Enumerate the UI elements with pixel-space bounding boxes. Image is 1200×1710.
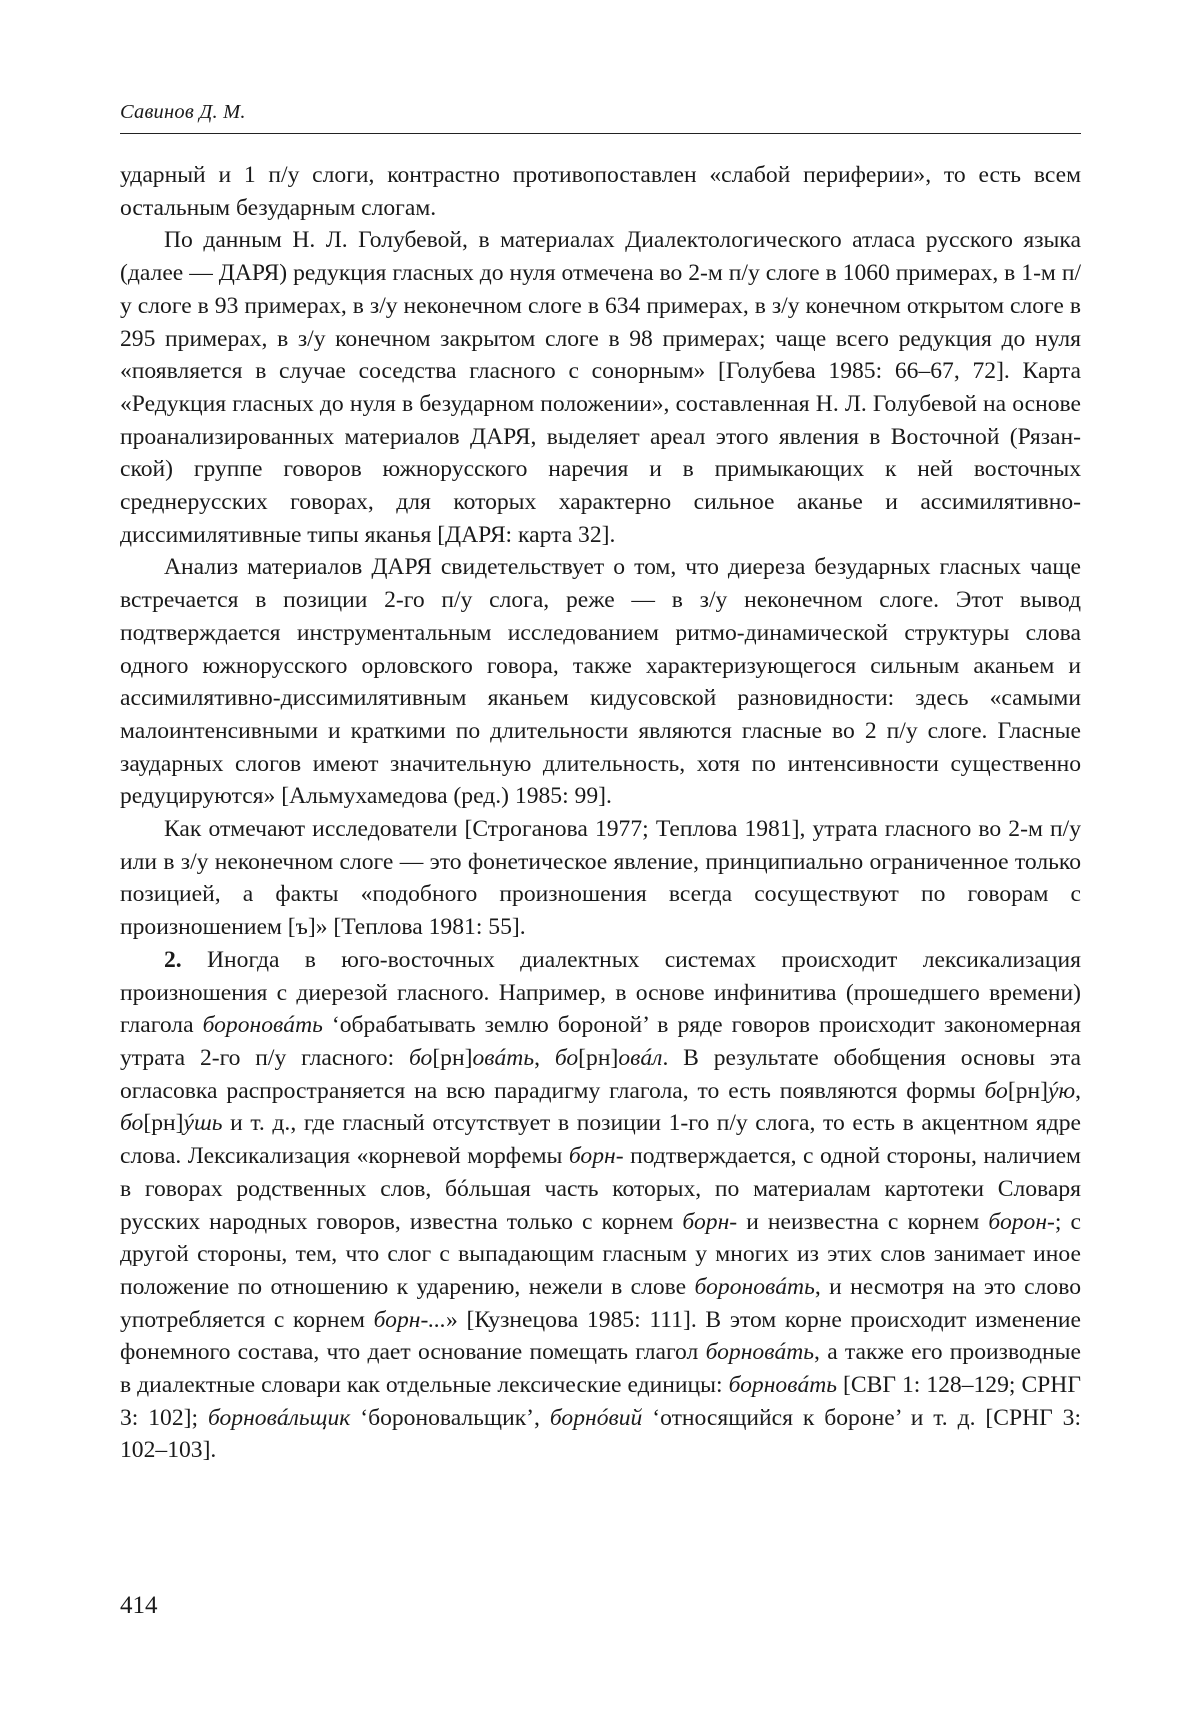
italic-term: овáл [618, 1044, 663, 1071]
italic-term: борновáть [728, 1372, 838, 1399]
text-run: , [534, 1044, 555, 1071]
text-run: и неизвестна с корнем [737, 1208, 989, 1235]
italic-term: борн- [568, 1143, 624, 1170]
text-run: ударный и 1 п/у слоги, контрастно противопоставлен «слабой периферии», то есть всем остальным безударным слогам. [120, 162, 1081, 221]
text-run: , [1075, 1077, 1081, 1104]
text-run: . В результате обобщения основы эта огласовка распространяется на всю парадигму глагола, то есть появляются формы [120, 1044, 1081, 1104]
italic-term: бо [120, 1110, 144, 1137]
running-head: Савинов Д. М. [120, 101, 246, 123]
italic-term: борон- [988, 1208, 1055, 1235]
text-run: и т. д., где гласный отсутствует в позиции 1-го п/у слога, то есть в акцентном ядре слова. Лексикализация «корневой морфемы [120, 1110, 1081, 1170]
text-run: ‘бороновальщик’, [350, 1404, 550, 1431]
text-run: , и несмотря на это слово употребляется с корнем [120, 1273, 1081, 1333]
text-run: По данным Н. Л. Голубевой, в материалах Диалектологического атласа русского языка (далее — ДАРЯ) редукция гласных до нуля отмечена во 2-м п/у слоге в 1060 примерах, в 1-м п/у слоге в 93 примерах, в з/у неконечном слоге в 634 примерах, в з/у конечном открытом слоге в 295 примерах, в з/у конечном закрытом слоге в 98 примерах; чаще всего редукция до нуля «появляется в случае соседства гласного с сонорным» [Голубева 1985: 66–67, 72]. Карта «Редукция гласных до нуля в безударном положении», составленная Н. Л. Голубевой на основе проанализированных материалов ДАРЯ, выделяет ареал этого явления в Восточной (Рязанской) группе говоров южнорусского наречия и в примыкающих к ней восточных среднерусских говорах, для которых характерно сильное аканье и ассимилятивно-диссимилятивные типы яканья [ДАРЯ: карта 32]. [120, 227, 1081, 548]
text-run: подтверждается, с одной стороны, наличием в говорах родственных слов, бóльшая часть которых, по материалам картотеки Словаря русских народных говоров, известна только с корнем [120, 1143, 1081, 1235]
italic-term: бороновáть [694, 1273, 815, 1300]
text-run: Иногда в юго-восточных диалектных системах происходит лексикализация произношения с диерезой гласного. Например, в основе инфинитива (прошедшего времени) глагола [120, 946, 1081, 1039]
text-run: ‘обрабатывать землю бороной’ в ряде говоров происходит закономерная утрата 2-го п/у гласного: [120, 1012, 1081, 1071]
text-run: ; с другой стороны, тем, что слог с выпадающим гласным у многих из этих слов занимает иное положение по отношению к ударению, нежели в слове [120, 1208, 1081, 1300]
text-run: » [Кузнецова 1985: 111]. В этом корне происходит изменение фонемного состава, что дает основание помещать глагол [120, 1306, 1081, 1366]
italic-term: бо [554, 1044, 579, 1071]
italic-term: борнóвий [549, 1404, 643, 1431]
header-rule [120, 133, 1081, 134]
text-run: , а также его производные в диалектные словари как отдельные лексические единицы: [120, 1339, 1081, 1399]
paragraph [120, 551, 1081, 813]
italic-term: борновáльщик [207, 1404, 351, 1431]
italic-term: бо [408, 1044, 433, 1071]
text-run: Анализ материалов ДАРЯ свидетельствует о том, что диереза безударных гласных чаще встречается в позиции 2-го п/у слога, реже — в з/у неконечном слоге. Этот вывод подтверждается инструментальным исследованием ритмо-динамической структуры слова одного южнорусского орловского говора, также характеризующегося сильным аканьем и ассимилятивно-диссимилятивным яканьем кидусовской разновидности: здесь «самыми малоинтенсивными и краткими по длительности являются гласные во 2 п/у слоге. Гласные заударных слогов имеют значительную длительность, хотя по интенсивности существенно редуцируются» [Альмухамедова (ред.) 1985: 99]. [120, 554, 1081, 810]
paragraph [120, 159, 1081, 224]
paragraph [120, 944, 1081, 1467]
text-run: [рн] [432, 1044, 473, 1071]
text-run: Как отмечают исследователи [Строганова 1977; Теплова 1981], утрата гласного во 2-м п/у или в з/у неконечном слоге — это фонетическое явление, принципиально ограниченное только позицией, а факты «подобного произношения всегда сосуществуют по говорам с произношением [ъ]» [Теплова 1981: 55]. [120, 816, 1081, 941]
text-run: [СВГ 1: 128–129; СРНГ 3: 102]; [120, 1372, 1081, 1431]
italic-term: борновáть [705, 1339, 815, 1366]
italic-term: борн-... [373, 1306, 447, 1333]
text-run: [рн] [1007, 1077, 1048, 1104]
page-number: 414 [120, 1592, 158, 1619]
paragraph [120, 813, 1081, 944]
paragraph [120, 224, 1081, 551]
body-text [120, 159, 1081, 1467]
text-run: ‘относящийся к бороне’ и т. д. [СРНГ 3: 102–103]. [120, 1404, 1082, 1464]
italic-term: борн- [682, 1208, 738, 1235]
text-run: [рн] [143, 1110, 184, 1137]
italic-term: бороновáть [202, 1012, 323, 1039]
italic-term: ýю [1047, 1077, 1076, 1104]
italic-term: ýшь [183, 1110, 223, 1137]
italic-term: бо [984, 1077, 1008, 1104]
text-run: [рн] [578, 1044, 619, 1071]
section-number: 2. [164, 946, 182, 973]
italic-term: овáть [472, 1044, 535, 1071]
